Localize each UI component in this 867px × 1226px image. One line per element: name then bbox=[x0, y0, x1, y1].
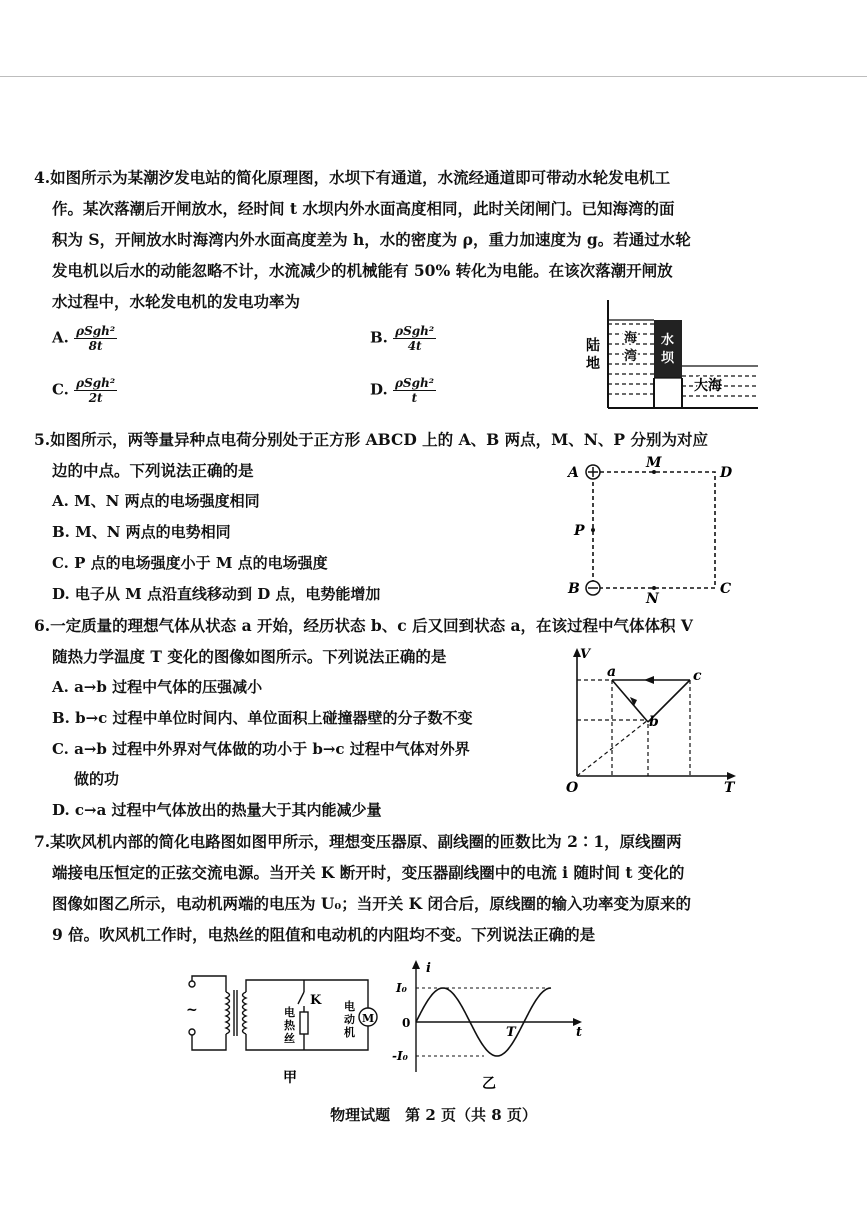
q6-line-1: 6.一定质量的理想气体从状态 a 开始，经历状态 b、c 后又回到状态 a，在该过程中气体体积 V bbox=[34, 616, 693, 635]
numerator: ρSgh² bbox=[76, 376, 116, 390]
label-m: M bbox=[646, 456, 662, 471]
q4-option-b[interactable] bbox=[370, 324, 436, 353]
point-n bbox=[652, 586, 656, 590]
point-p bbox=[591, 528, 595, 532]
label-axis-t: t bbox=[576, 1025, 583, 1040]
q5-line-2: 边的中点。下列说法正确的是 bbox=[52, 461, 254, 480]
label-switch-k: K bbox=[310, 993, 322, 1008]
label-motor-1: 电 bbox=[344, 1000, 355, 1013]
q4-line-3: 积为 S，开闸放水时海湾内外水面高度差为 h，水的密度为 ρ，重力加速度为 g。若通过水轮 bbox=[52, 230, 691, 249]
label-land-2: 地 bbox=[586, 356, 600, 372]
label-motor-3: 机 bbox=[344, 1026, 355, 1039]
option-label: C. bbox=[52, 380, 69, 399]
label-bay-2: 湾 bbox=[624, 349, 638, 364]
label-p: P bbox=[574, 523, 585, 539]
fraction bbox=[74, 324, 117, 353]
numerator: ρSgh² bbox=[395, 324, 435, 338]
q6-line-2: 随热力学温度 T 变化的图像如图所示。下列说法正确的是 bbox=[52, 647, 447, 666]
label-land-1: 陆 bbox=[586, 338, 600, 354]
motor-symbol: M bbox=[362, 1012, 375, 1025]
label-motor-2: 动 bbox=[344, 1013, 355, 1026]
caption-jia: 甲 bbox=[283, 1070, 297, 1086]
label-axis-i: i bbox=[426, 961, 431, 976]
numerator: ρSgh² bbox=[394, 376, 434, 390]
header-divider bbox=[0, 76, 867, 77]
q4-option-a[interactable] bbox=[52, 324, 117, 353]
caption-yi: 乙 bbox=[482, 1076, 496, 1092]
label-zero: 0 bbox=[402, 1016, 411, 1030]
label-dam-1: 水 bbox=[661, 333, 675, 348]
q6-option-c-cont: 做的功 bbox=[74, 770, 120, 788]
option-label: D. bbox=[370, 380, 388, 399]
fraction bbox=[74, 376, 117, 405]
q6-option-c[interactable]: C. a→b 过程中外界对气体做的功小于 b→c 过程中气体对外界 bbox=[52, 740, 470, 758]
q4-option-d[interactable] bbox=[370, 376, 436, 405]
label-a: A bbox=[568, 465, 579, 481]
label-sea: 大海 bbox=[694, 378, 722, 394]
heater-resistor-icon bbox=[300, 1012, 308, 1034]
q7-line-3: 图像如图乙所示，电动机两端的电压为 U₀；当开关 K 闭合后，原线圈的输入功率变为原来的 bbox=[52, 894, 691, 913]
denominator: 2t bbox=[88, 391, 103, 405]
q4-line-4: 发电机以后水的动能忽略不计，水流减少的机械能有 50% 转化为电能。在该次落潮开闸放 bbox=[52, 261, 673, 280]
denominator: t bbox=[411, 391, 418, 405]
primary-coil-icon bbox=[226, 992, 230, 1034]
label-d: D bbox=[720, 465, 733, 481]
q7-line-1: 7.某吹风机内部的简化电路图如图甲所示，理想变压器原、副线圈的匝数比为 2∶1，原线圈两 bbox=[34, 832, 682, 851]
q7-line-4: 9 倍。吹风机工作时，电热丝的阻值和电动机的内阻均不变。下列说法正确的是 bbox=[52, 925, 596, 944]
q6-option-d[interactable]: D. c→a 过程中气体放出的热量大于其内能减少量 bbox=[52, 801, 382, 819]
vt-graph-figure bbox=[560, 642, 750, 794]
q6-option-b[interactable]: B. b→c 过程中单位时间内、单位面积上碰撞器壁的分子数不变 bbox=[52, 709, 473, 727]
label-heater-2: 热 bbox=[284, 1019, 295, 1032]
label-b: B bbox=[568, 581, 580, 597]
secondary-coil-icon bbox=[243, 992, 247, 1034]
q5-option-c[interactable]: C. P 点的电场强度小于 M 点的电场强度 bbox=[52, 554, 328, 572]
option-label: B. bbox=[370, 328, 388, 347]
label-heater-3: 丝 bbox=[284, 1032, 295, 1045]
q4-line-2: 作。某次落潮后开闸放水，经时间 t 水坝内外水面高度相同，此时关闭闸门。已知海湾的面 bbox=[52, 199, 675, 218]
q5-option-b[interactable]: B. M、N 两点的电势相同 bbox=[52, 523, 231, 541]
denominator: 4t bbox=[407, 339, 422, 353]
numerator: ρSgh² bbox=[76, 324, 116, 338]
fraction bbox=[393, 376, 436, 405]
q4-option-c[interactable] bbox=[52, 376, 117, 405]
q5-option-a[interactable]: A. M、N 两点的电场强度相同 bbox=[52, 492, 260, 510]
label-n: N bbox=[646, 591, 659, 606]
label-c: C bbox=[720, 581, 732, 597]
current-graph-figure-yi bbox=[392, 954, 592, 1094]
label-dam-2: 坝 bbox=[661, 351, 675, 366]
fraction bbox=[393, 324, 436, 353]
label-period-t: T bbox=[506, 1025, 516, 1040]
q5-line-1: 5.如图所示，两等量异种点电荷分别处于正方形 ABCD 上的 A、B 两点，M、N、P 分别为对应 bbox=[34, 430, 708, 449]
q7-line-2: 端接电压恒定的正弦交流电源。当开关 K 断开时，变压器副线圈中的电流 i 随时间 t 变化的 bbox=[52, 863, 685, 882]
label-i0: I₀ bbox=[396, 981, 407, 995]
label-state-c: c bbox=[693, 668, 702, 684]
label-axis-t: T bbox=[724, 780, 735, 794]
q4-line-1: 4.如图所示为某潮汐发电站的简化原理图，水坝下有通道，水流经通道即可带动水轮发电机工 bbox=[34, 168, 671, 187]
ac-source-icon: ~ bbox=[186, 1002, 198, 1018]
label-state-b: b bbox=[649, 714, 659, 730]
q5-option-d[interactable]: D. 电子从 M 点沿直线移动到 D 点，电势能增加 bbox=[52, 585, 381, 603]
dam-block bbox=[654, 320, 682, 378]
label-bay-1: 海 bbox=[624, 331, 638, 346]
label-heater-1: 电 bbox=[284, 1006, 295, 1019]
switch-k-icon bbox=[298, 992, 304, 1004]
label-axis-v: V bbox=[580, 647, 591, 662]
square-charges-figure bbox=[560, 456, 750, 606]
q6-option-a[interactable]: A. a→b 过程中气体的压强减小 bbox=[52, 678, 263, 696]
square-abcd bbox=[593, 472, 715, 588]
label-neg-i0: -I₀ bbox=[392, 1049, 408, 1063]
page-footer: 物理试题 第 2 页（共 8 页） bbox=[330, 1106, 537, 1124]
option-label: A. bbox=[52, 328, 69, 347]
denominator: 8t bbox=[88, 339, 103, 353]
label-state-a: a bbox=[607, 664, 617, 680]
circuit-figure-jia bbox=[180, 970, 380, 1095]
label-origin: O bbox=[566, 780, 579, 794]
tidal-station-figure bbox=[582, 296, 762, 412]
q4-line-5: 水过程中，水轮发电机的发电功率为 bbox=[52, 292, 301, 311]
